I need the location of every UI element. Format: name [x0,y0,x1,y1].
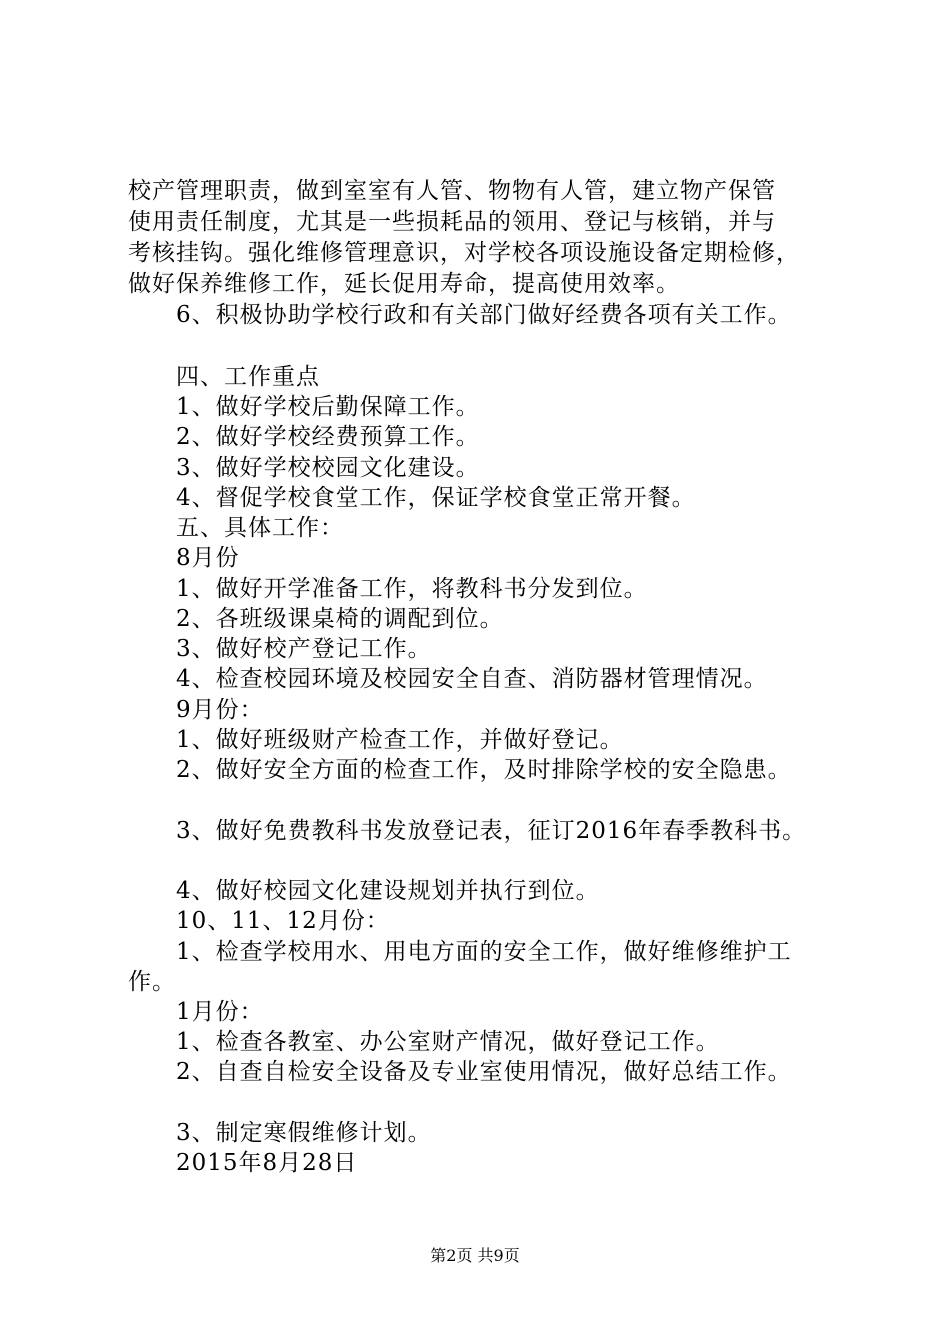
list-item: 2、自查自检安全设备及专业室使用情况，做好总结工作。 [176,1059,792,1085]
month-heading: 9月份： [176,697,264,723]
list-item: 1、做好学校后勤保障工作。 [176,394,480,420]
list-item: 3、制定寒假维修计划。 [176,1120,432,1146]
list-item: 1、做好开学准备工作，将教科书分发到位。 [176,576,648,602]
document-date: 2015年8月28日 [176,1150,358,1176]
month-heading: 8月份 [176,545,240,571]
body-text-line: 使用责任制度，尤其是一些损耗品的领用、登记与核销，并与 [128,209,776,235]
list-item: 1、检查各教室、办公室财产情况，做好登记工作。 [176,1029,720,1055]
list-item: 4、做好校园文化建设规划并执行到位。 [176,878,600,904]
month-heading: 1月份： [176,999,264,1025]
body-text-line: 校产管理职责，做到室室有人管、物物有人管，建立物产保管 [128,178,776,204]
list-item: 3、做好校产登记工作。 [176,636,432,662]
list-item: 3、做好学校校园文化建设。 [176,455,480,481]
list-item: 3、做好免费教科书发放登记表，征订2016年春季教科书。 [176,818,807,844]
list-item: 2、各班级课桌椅的调配到位。 [176,606,504,632]
list-item: 2、做好安全方面的检查工作，及时排除学校的安全隐患。 [176,757,792,783]
page-footer: 第2页 共9页 [430,1246,520,1265]
body-text-line: 作。 [128,969,176,995]
list-item: 4、检查校园环境及校园安全自查、消防器材管理情况。 [176,666,768,692]
section-heading: 四、工作重点 [176,364,320,390]
list-item: 1、检查学校用水、用电方面的安全工作，做好维修维护工 [176,939,792,965]
list-item: 2、做好学校经费预算工作。 [176,424,480,450]
list-item: 4、督促学校食堂工作，保证学校食堂正常开餐。 [176,485,696,511]
body-text-line: 考核挂钩。强化维修管理意识，对学校各项设施设备定期检修， [128,240,800,266]
list-item: 1、做好班级财产检查工作，并做好登记。 [176,727,624,753]
section-heading: 五、具体工作： [176,515,344,541]
list-item: 6、积极协助学校行政和有关部门做好经费各项有关工作。 [176,302,792,328]
body-text-line: 做好保养维修工作，延长促用寿命，提高使用效率。 [128,271,680,297]
month-heading: 10、11、12月份： [176,908,390,934]
